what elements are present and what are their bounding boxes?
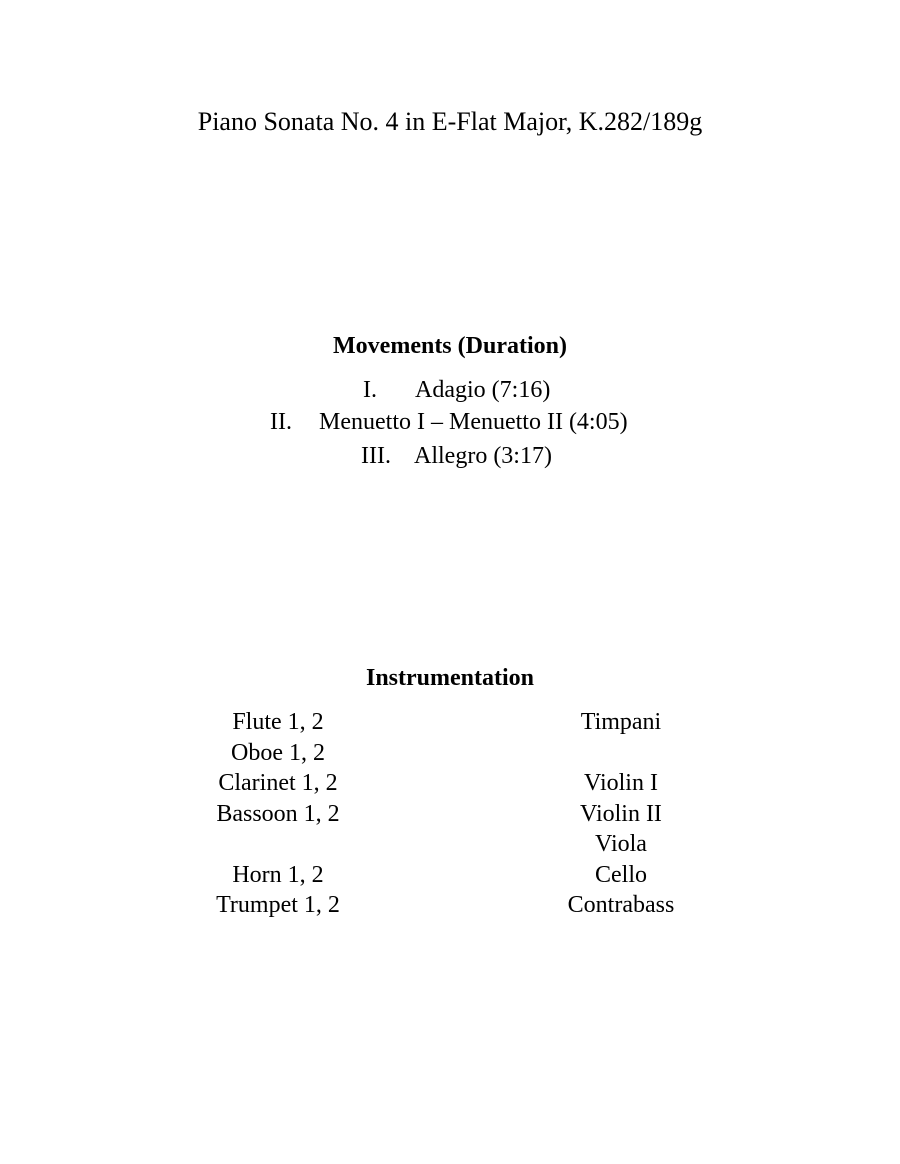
movement-numeral: III.: [361, 443, 391, 469]
instrument-spacer: [178, 829, 378, 860]
instrument-item: Contrabass: [567, 892, 675, 918]
movement-item: [0, 441, 900, 471]
instrument-item: Clarinet 1, 2: [218, 770, 338, 796]
instrument-item: Horn 1, 2: [232, 861, 324, 888]
movement-item: [0, 407, 900, 437]
instrument-item: Flute 1, 2: [232, 709, 324, 735]
movement-numeral: I.: [363, 377, 377, 403]
movement-title: Menuetto I – Menuetto II (4:05): [319, 409, 628, 435]
page-title: Piano Sonata No. 4 in E-Flat Major, K.282/189g: [197, 107, 703, 136]
instrument-item: Violin II: [580, 800, 662, 827]
instrument-item: Violin I: [584, 770, 658, 796]
movement-title: Allegro (3:17): [414, 443, 552, 469]
instrument-item: Trumpet 1, 2: [216, 892, 340, 918]
movement-item: [0, 375, 900, 405]
instrumentation-heading: Instrumentation: [365, 665, 534, 691]
instrument-spacer: [521, 738, 721, 769]
instrument-item: Timpani: [580, 709, 662, 735]
instrument-item: Cello: [595, 861, 647, 888]
movement-title: Adagio (7:16): [415, 377, 551, 403]
instrument-item: Viola: [595, 831, 647, 857]
instrumentation-right-column: [521, 707, 721, 921]
instrument-item: Oboe 1, 2: [231, 739, 325, 766]
movement-numeral: II.: [270, 409, 292, 435]
instrument-item: Bassoon 1, 2: [216, 800, 340, 827]
instrumentation-left-column: [178, 707, 378, 921]
movements-heading: Movements (Duration): [333, 333, 567, 359]
